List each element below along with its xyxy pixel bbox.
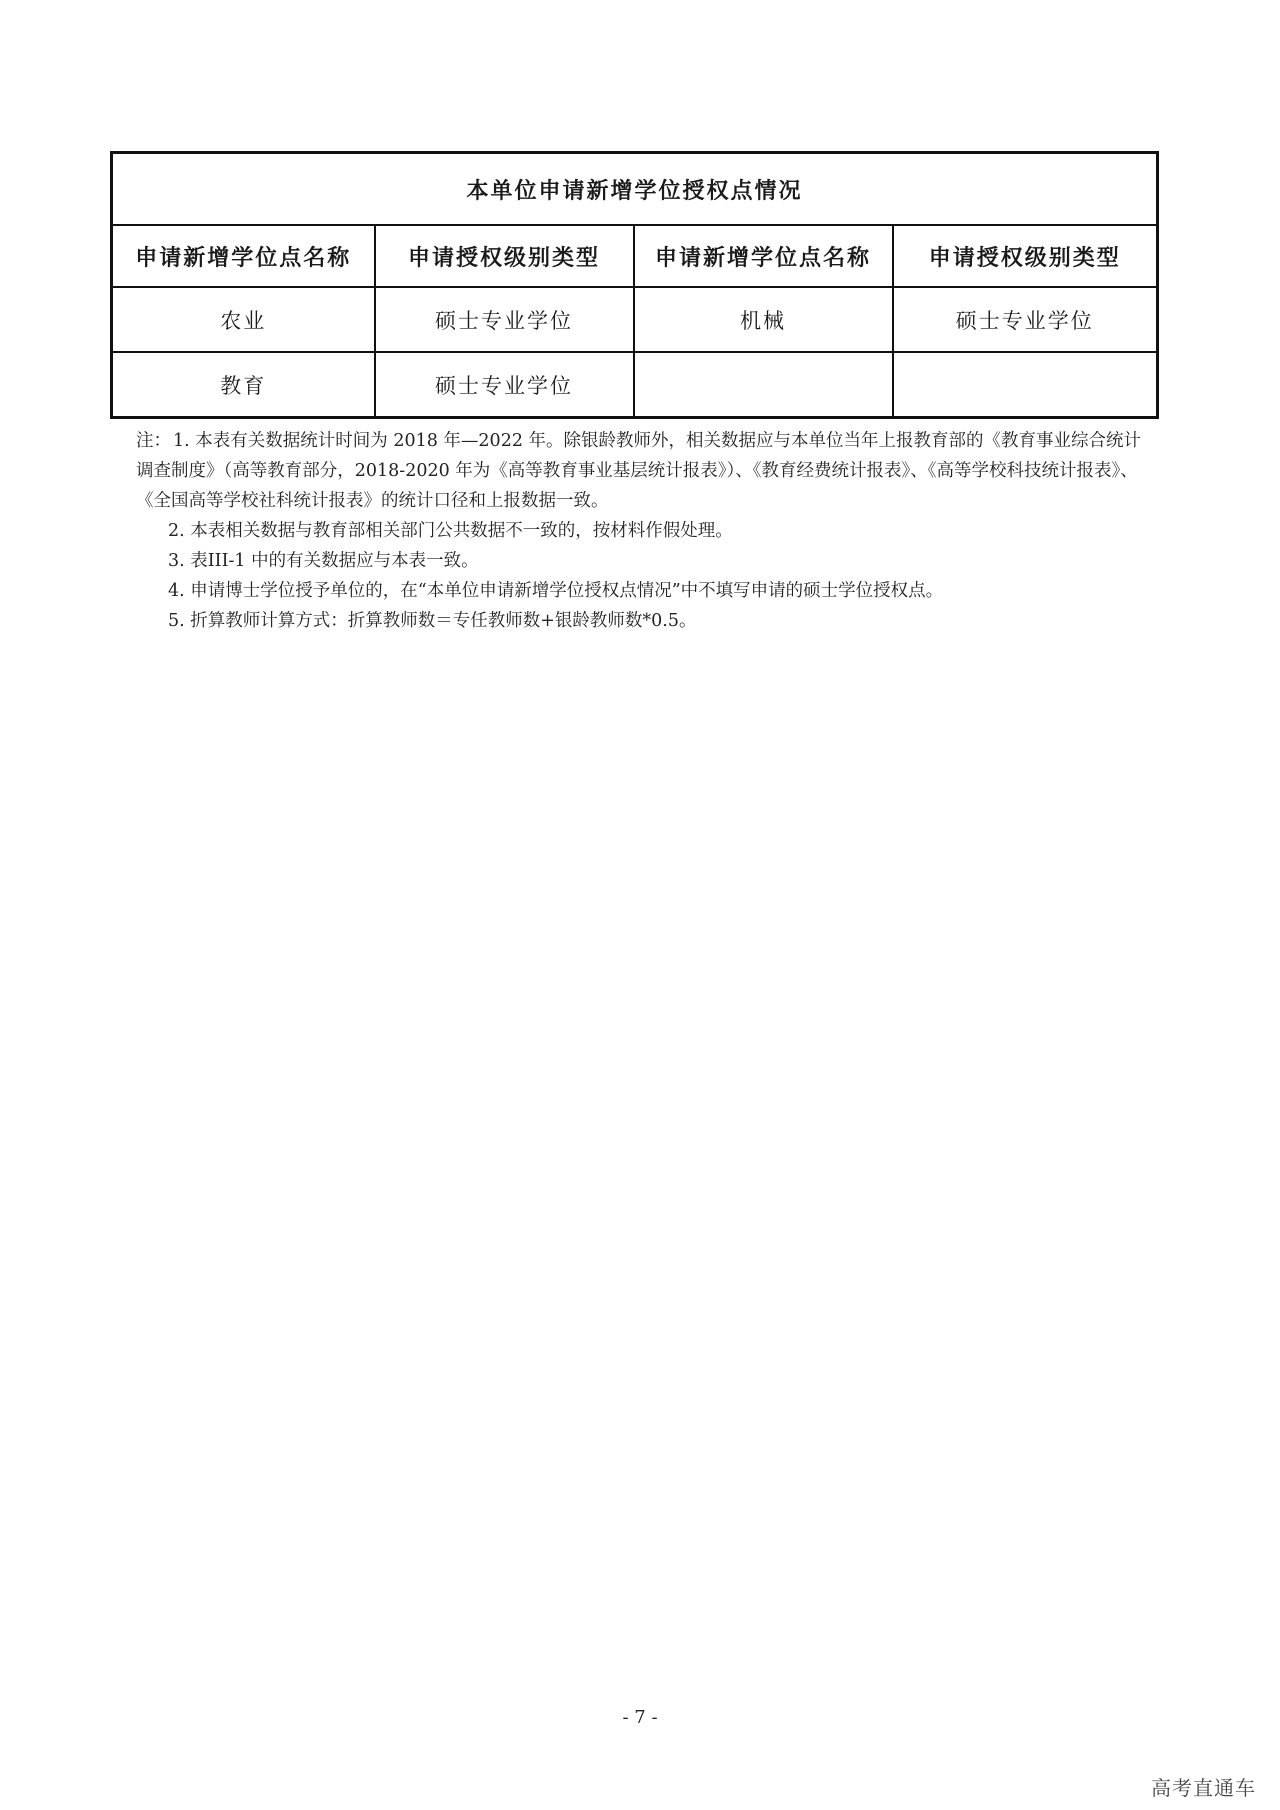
- watermark: 高考直通车: [1151, 1776, 1256, 1800]
- table-title: 本单位申请新增学位授权点情况: [112, 153, 1158, 226]
- note-item: 2. 本表相关数据与教育部相关部门公共数据不一致的，按材料作假处理。: [168, 521, 733, 541]
- page-number: - 7 -: [622, 1707, 658, 1728]
- note-item: [136, 426, 1156, 516]
- table-row: [112, 287, 1158, 352]
- table-cell: [634, 352, 893, 418]
- column-header-point-name: 申请新增学位点名称: [112, 225, 375, 287]
- column-header-level-type: 申请授权级别类型: [375, 225, 634, 287]
- note-text: 1. 本表有关数据统计时间为 2018 年—2022 年。除银龄教师外，相关数据应与本单位当年上报教育部的《教育事业综合统计调查制度》（高等教育部分，2018-2020 年为《高等教育事业基层统计报表》）、《教育经费统计报表》、《高等学校科技统计报表》、《全国高等学校社科统计报表》的统计口径和上报数据一致。: [136, 431, 1142, 511]
- note-item: 4. 申请博士学位授予单位的，在“本单位申请新增学位授权点情况”中不填写申请的硕士学位授权点。: [168, 581, 944, 601]
- table-row: [112, 352, 1158, 418]
- table-cell: 农业: [112, 287, 375, 352]
- table-title-row: [112, 153, 1158, 226]
- degree-authorization-table: [110, 151, 1159, 419]
- note-item: 5. 折算教师计算方式：折算教师数＝专任教师数+银龄教师数*0.5。: [168, 611, 697, 631]
- table-cell: 教育: [112, 352, 375, 418]
- notes-prefix: 注：: [136, 431, 171, 451]
- table-cell: [893, 352, 1158, 418]
- table-cell: 硕士专业学位: [893, 287, 1158, 352]
- table-header-row: [112, 225, 1158, 287]
- table-cell: 硕士专业学位: [375, 287, 634, 352]
- table-notes: [136, 426, 1156, 636]
- column-header-point-name: 申请新增学位点名称: [634, 225, 893, 287]
- note-item: 3. 表III-1 中的有关数据应与本表一致。: [168, 551, 479, 571]
- column-header-level-type: 申请授权级别类型: [893, 225, 1158, 287]
- table-cell: 机械: [634, 287, 893, 352]
- table-cell: 硕士专业学位: [375, 352, 634, 418]
